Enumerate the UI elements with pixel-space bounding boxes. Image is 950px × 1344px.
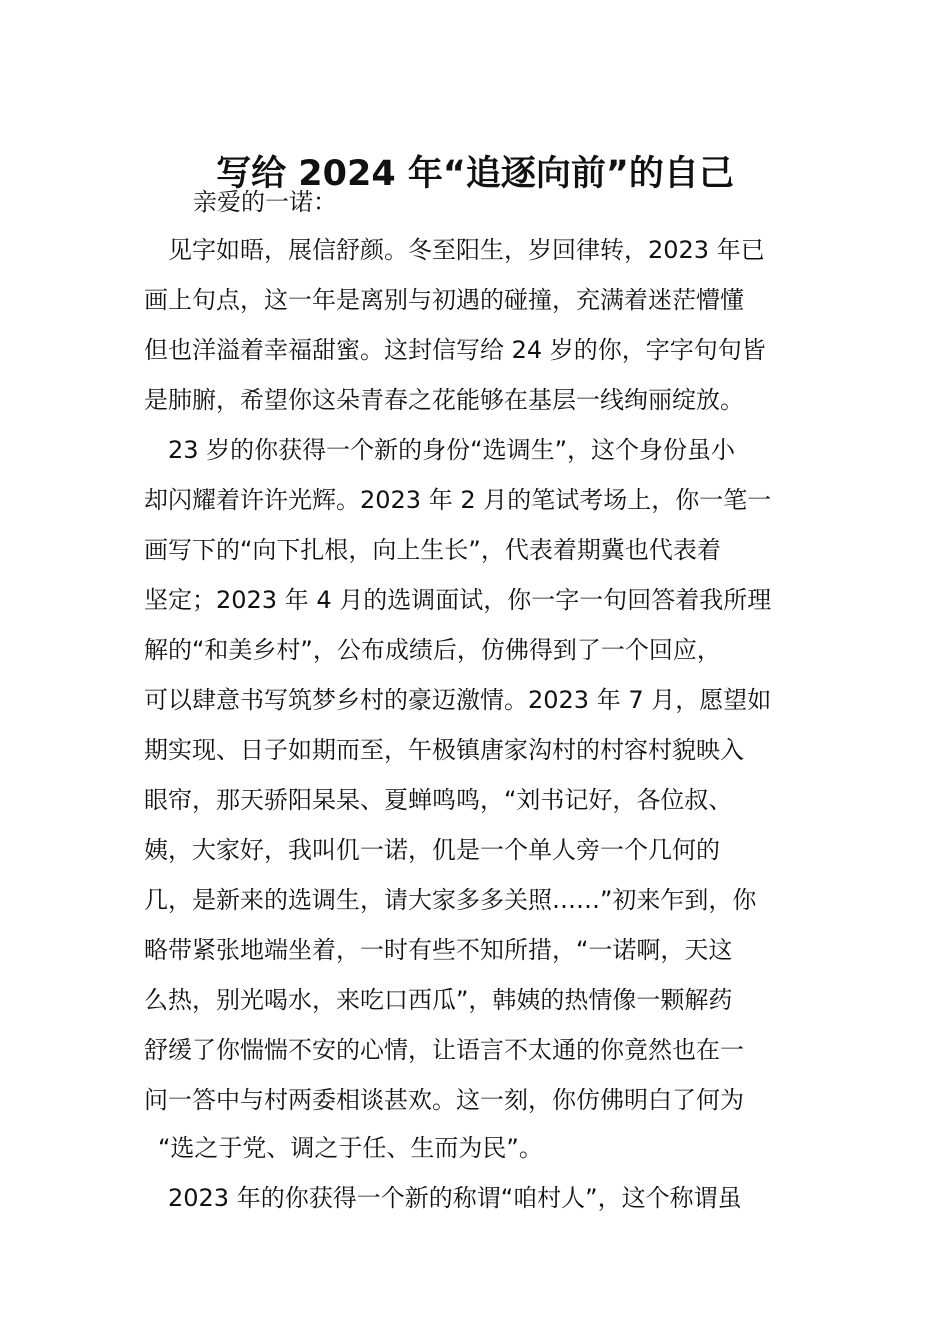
body-line: 么热，别光喝水，来吃口西瓜”，韩姨的热情像一颗解药 xyxy=(144,986,733,1014)
body-line: 画写下的“向下扎根，向上生长”，代表着期冀也代表着 xyxy=(144,536,721,564)
body-line: 却闪耀着许许光辉。2023 年 2 月的笔试考场上，你一笔一 xyxy=(144,486,772,514)
body-line: 是肺腑，希望你这朵青春之花能够在基层一线绚丽绽放。 xyxy=(144,386,744,414)
body-line: 坚定；2023 年 4 月的选调面试，你一字一句回答着我所理 xyxy=(144,586,772,614)
body-line: 眼帘，那天骄阳杲杲、夏蝉鸣鸣，“刘书记好，各位叔、 xyxy=(144,786,733,814)
body-line: 解的“和美乡村”，公布成绩后，仿佛得到了一个回应， xyxy=(144,636,721,664)
body-line: 问一答中与村两委相谈甚欢。这一刻，你仿佛明白了何为 xyxy=(144,1086,744,1114)
body-line: 23 岁的你获得一个新的身份“选调生”，这个身份虽小 xyxy=(168,436,736,464)
body-line: 姨，大家好，我叫仉一诺，仉是一个单人旁一个几何的 xyxy=(144,836,720,864)
body-line: “选之于党、调之于任、生而为民”。 xyxy=(158,1134,543,1162)
body-line: 但也洋溢着幸福甜蜜。这封信写给 24 岁的你，字字句句皆 xyxy=(144,336,766,364)
body-line: 画上句点，这一年是离别与初遇的碰撞，充满着迷茫懵懂 xyxy=(144,286,744,314)
body-line: 几，是新来的选调生，请大家多多关照……”初来乍到，你 xyxy=(144,886,757,914)
body-line: 见字如晤，展信舒颜。冬至阳生，岁回律转，2023 年已 xyxy=(168,236,765,264)
body-line: 2023 年的你获得一个新的称谓“咱村人”，这个称谓虽 xyxy=(168,1184,742,1212)
body-line: 可以肆意书写筑梦乡村的豪迈激情。2023 年 7 月，愿望如 xyxy=(144,686,772,714)
salutation: 亲爱的一诺： xyxy=(193,188,337,216)
body-line: 略带紧张地端坐着，一时有些不知所措，“一诺啊，天这 xyxy=(144,936,733,964)
body-line: 期实现、日子如期而至，午极镇唐家沟村的村容村貌映入 xyxy=(144,736,744,764)
document-title: 写给 2024 年“追逐向前”的自己 xyxy=(216,154,734,195)
body-line: 舒缓了你惴惴不安的心情，让语言不太通的你竟然也在一 xyxy=(144,1036,744,1064)
